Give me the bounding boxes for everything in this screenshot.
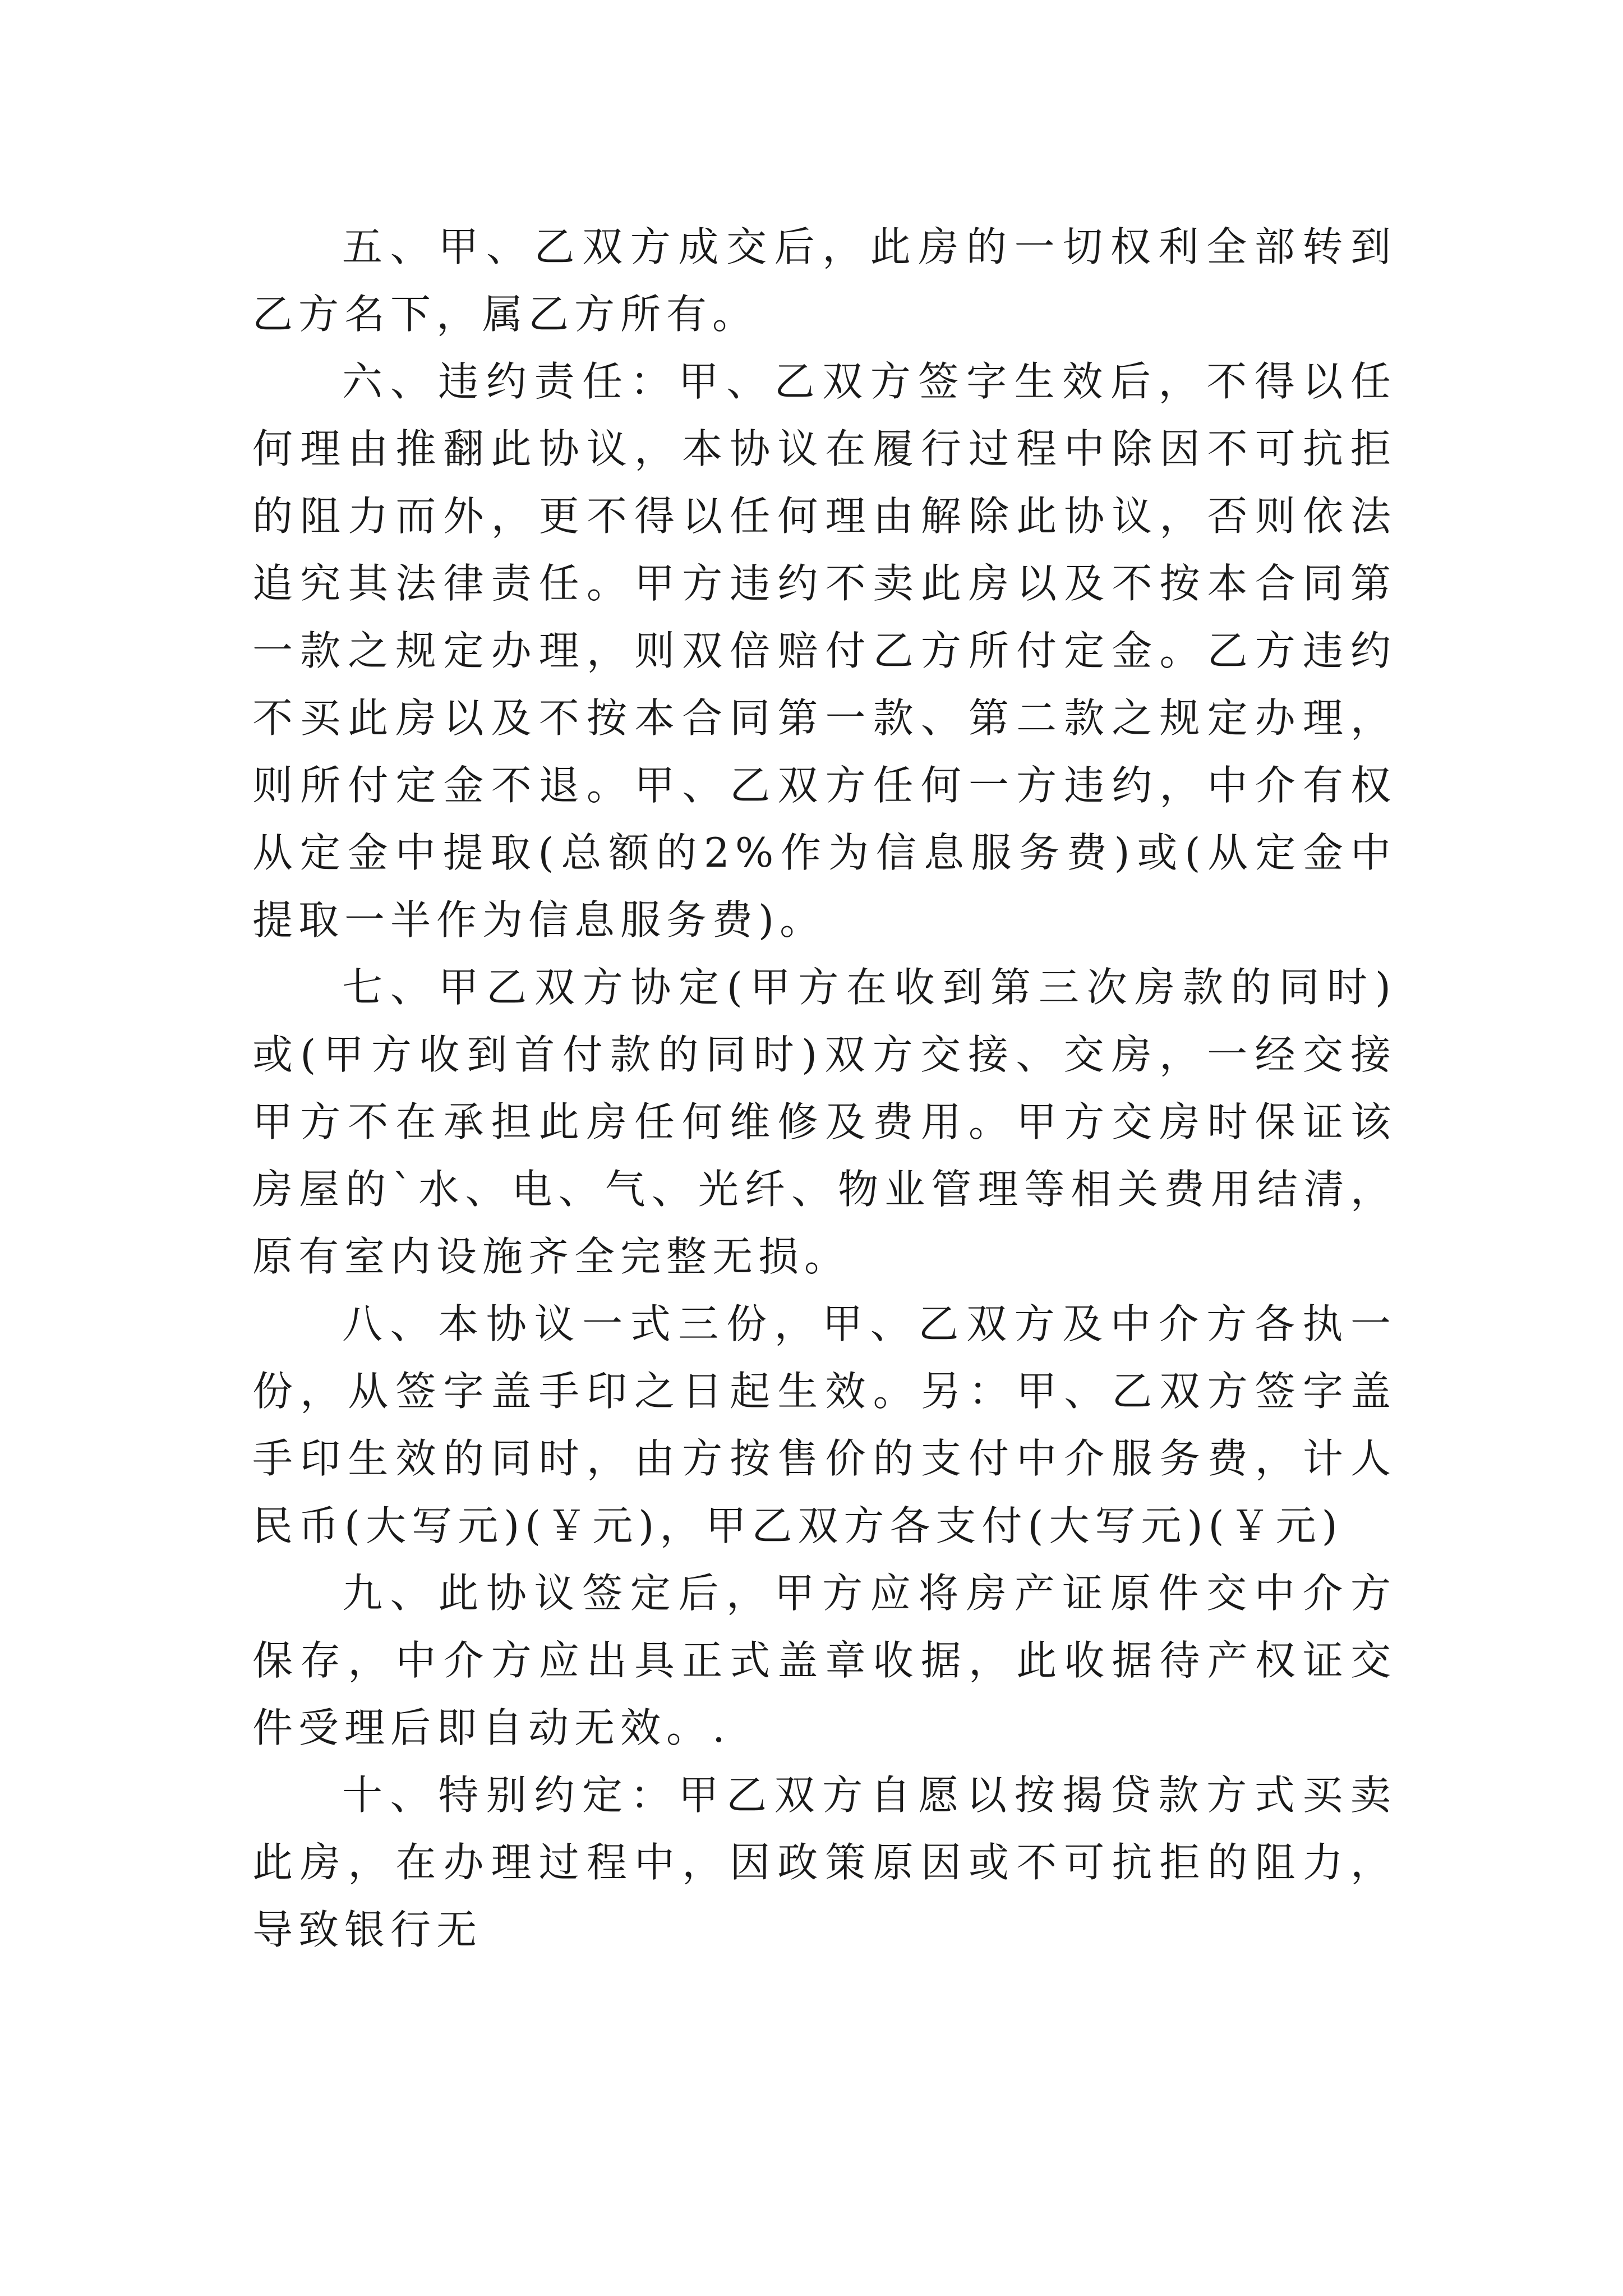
clause-8-paragraph: 八、本协议一式三份，甲、乙双方及中介方各执一份，从签字盖手印之日起生效。另：甲、乙双方签字盖手印生效的同时，由方按售价的支付中介服务费，计人民币(大写元)(￥元)，甲乙双方各支付(大写元)(￥元) (252, 1300, 1396, 1549)
clause-9-paragraph: 九、此协议签定后，甲方应将房产证原件交中介方保存，中介方应出具正式盖章收据，此收据待产权证交件受理后即自动无效。. (252, 1570, 1396, 1751)
clause-6-paragraph: 六、违约责任：甲、乙双方签字生效后，不得以任何理由推翻此协议，本协议在履行过程中除因不可抗拒的阻力而外，更不得以任何理由解除此协议，否则依法追究其法律责任。甲方违约不卖此房以及不按本合同第一款之规定办理，则双倍赔付乙方所付定金。乙方违约不买此房以及不按本合同第一款、第二款之规定办理，则所付定金不退。甲、乙双方任何一方违约，中介有权从定金中提取(总额的2%作为信息服务费)或(从定金中提取一半作为信息服务费)。 (252, 358, 1396, 944)
clause-7-paragraph: 七、甲乙双方协定(甲方在收到第三次房款的同时)或(甲方收到首付款的同时)双方交接、交房，一经交接甲方不在承担此房任何维修及费用。甲方交房时保证该房屋的`水、电、气、光纤、物业管理等相关费用结清，原有室内设施齐全完整无损。 (252, 964, 1396, 1280)
clause-5-paragraph: 五、甲、乙双方成交后，此房的一切权利全部转到乙方名下，属乙方所有。 (252, 223, 1396, 338)
clause-10-paragraph: 十、特别约定：甲乙双方自愿以按揭贷款方式买卖此房，在办理过程中，因政策原因或不可抗拒的阻力，导致银行无 (252, 1772, 1396, 1953)
document-body (252, 213, 1396, 1963)
